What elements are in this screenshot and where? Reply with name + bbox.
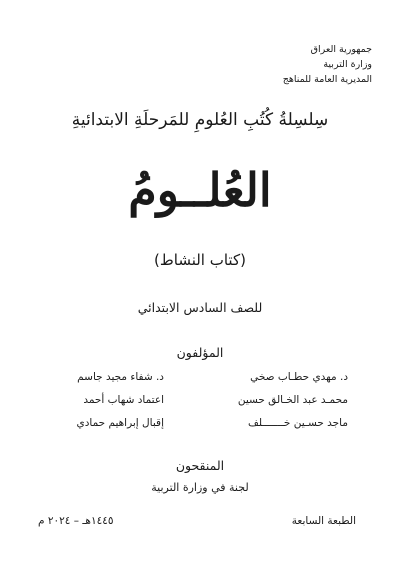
ministry-header — [283, 42, 372, 87]
author-name: د. مهدي حطـاب صخي — [250, 371, 348, 383]
ministry-name: وزارة التربية — [323, 59, 372, 70]
author-name: ماجد حسـين خـــــــلف — [248, 417, 348, 429]
authors-list — [52, 370, 348, 430]
country-name: جمهورية العراق — [310, 44, 372, 55]
publication-year: ١٤٤٥هـ – ٢٠٢٤ م — [38, 515, 114, 527]
author-name: د. شفاء مجيد جاسم — [77, 371, 164, 383]
author-name: اعتماد شهاب أحمد — [83, 394, 164, 406]
reviewers-committee: لجنة في وزارة التربية — [151, 481, 249, 494]
authors-heading: المؤلفون — [176, 345, 224, 360]
book-title: العُلــومُ — [128, 163, 272, 217]
author-name: إقبال إبراهيم حمادي — [76, 417, 164, 429]
series-title: سِلسِلةُ كُتُبِ العُلومِ للمَرحلَةِ الابتدائيةِ — [71, 110, 329, 130]
grade-level: للصف السادس الابتدائي — [137, 300, 263, 315]
reviewers-heading: المنقحون — [175, 458, 225, 473]
book-subtitle: (كتاب النشاط) — [154, 251, 246, 269]
edition-label: الطبعة السابعة — [291, 515, 356, 527]
author-name: محمـد عبد الخـالق حسين — [237, 394, 348, 406]
directorate-name: المديرية العامة للمناهج — [282, 74, 372, 85]
